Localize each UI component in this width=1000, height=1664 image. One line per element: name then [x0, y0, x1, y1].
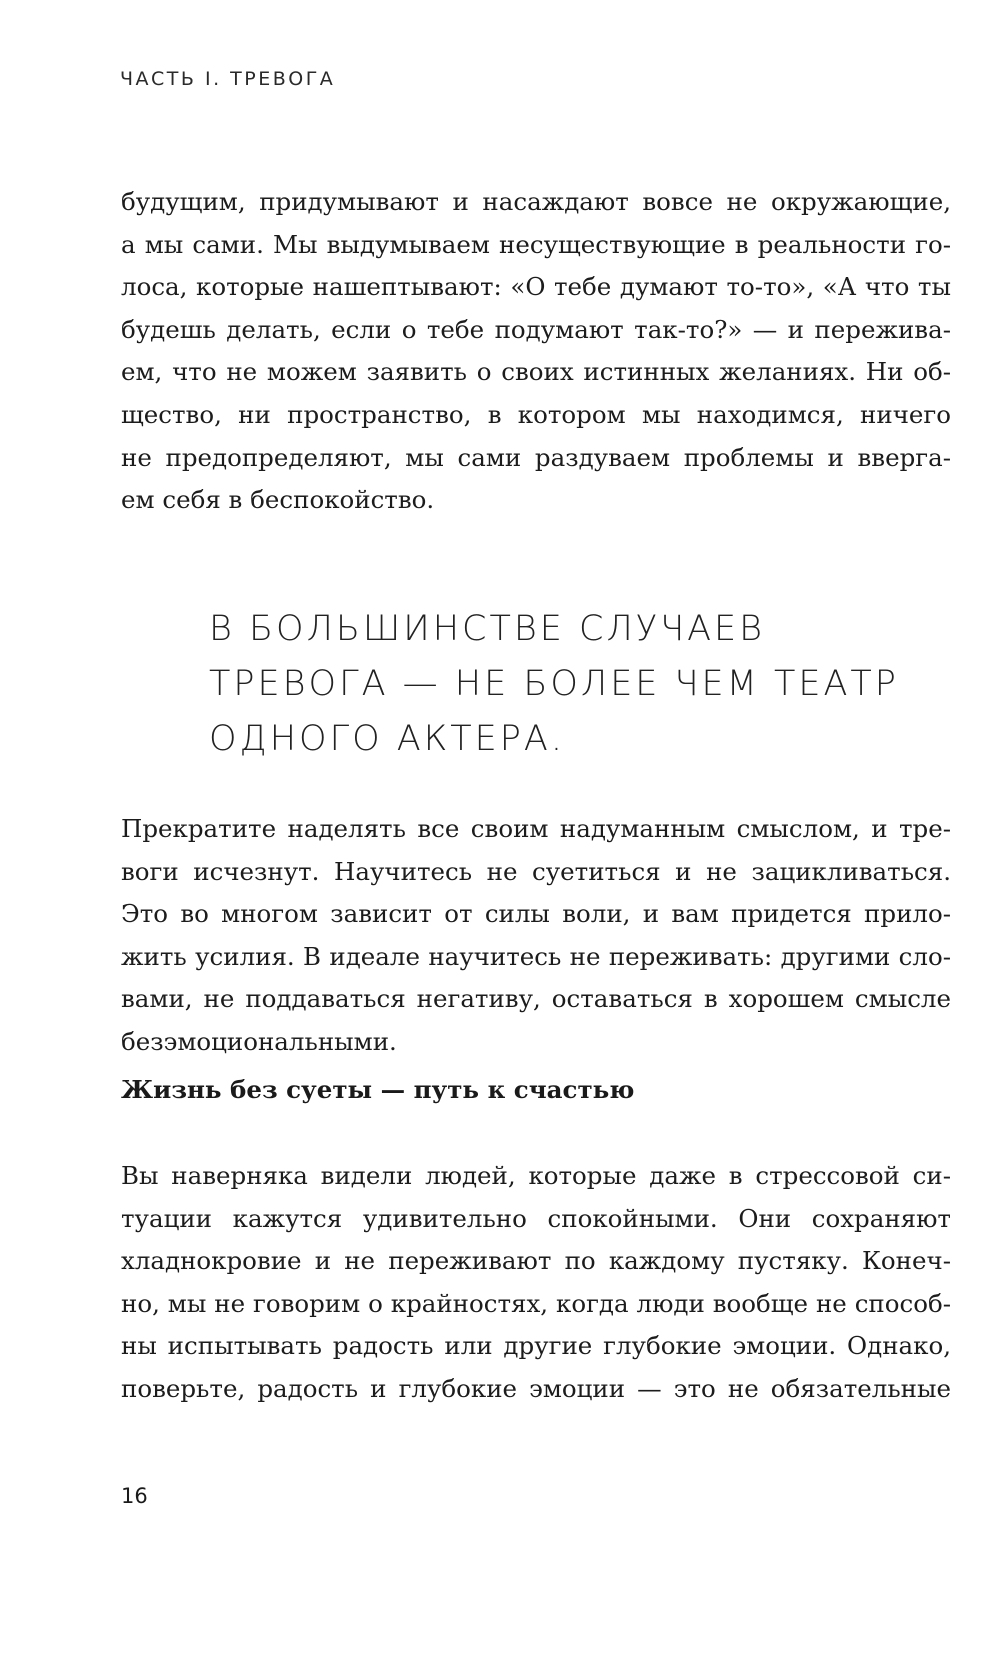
section-heading: Жизнь без суеты — путь к счастью	[121, 1075, 635, 1104]
text-line: лоса, которые нашептывают: «О тебе думают то-то», «А что ты	[121, 272, 951, 302]
text-line: Вы наверняка видели людей, которые даже в стрессовой си-	[121, 1161, 951, 1190]
text-line: хладнокровие и не переживают по каждому пустяку. Конеч-	[121, 1246, 951, 1276]
text-line: жить усилия. В идеале научитесь не переживать: другими сло-	[121, 941, 951, 971]
text-line: ем, что не можем заявить о своих истинных желаниях. Ни об-	[121, 357, 951, 387]
running-header: ЧАСТЬ I. ТРЕВОГА	[120, 68, 336, 90]
page-number: 16	[121, 1484, 148, 1508]
text-line: безэмоциональными.	[121, 1026, 397, 1056]
pull-quote	[209, 602, 899, 767]
text-line: Прекратите наделять все своим надуманным смыслом, и тре-	[121, 814, 951, 843]
pull-quote-line: ТРЕВОГА — НЕ БОЛЕЕ ЧЕМ ТЕАТР	[209, 664, 899, 704]
text-line: но, мы не говорим о крайностях, когда люди вообще не способ-	[121, 1288, 951, 1318]
text-line: а мы сами. Мы выдумываем несуществующие в реальности го-	[121, 229, 951, 259]
text-line: вами, не поддаваться негативу, оставаться в хорошем смысле	[121, 984, 951, 1014]
text-line: щество, ни пространство, в котором мы находимся, ничего	[121, 399, 951, 429]
body-paragraph-2	[121, 808, 951, 1064]
text-line: ны испытывать радость или другие глубокие эмоции. Однако,	[121, 1331, 951, 1361]
pull-quote-line: В БОЛЬШИНСТВЕ СЛУЧАЕВ	[209, 609, 766, 649]
text-line: будешь делать, если о тебе подумают так-то?» — и пережива-	[121, 314, 951, 344]
pull-quote-line: ОДНОГО АКТЕРА.	[209, 719, 565, 759]
text-line: не предопределяют, мы сами раздуваем проблемы и вверга-	[121, 442, 951, 472]
text-line: ем себя в беспокойство.	[121, 485, 435, 515]
body-paragraph-3	[121, 1155, 951, 1411]
text-line: туации кажутся удивительно спокойными. Они сохраняют	[121, 1203, 951, 1233]
text-line: воги исчезнут. Научитесь не суетиться и не зацикливаться.	[121, 856, 951, 886]
body-paragraph-1	[121, 181, 951, 522]
text-line: Это во многом зависит от силы воли, и вам придется прило-	[121, 899, 951, 929]
text-line: будущим, придумывают и насаждают вовсе не окружающие,	[121, 187, 951, 216]
text-line: поверьте, радость и глубокие эмоции — это не обязательные	[121, 1373, 951, 1403]
